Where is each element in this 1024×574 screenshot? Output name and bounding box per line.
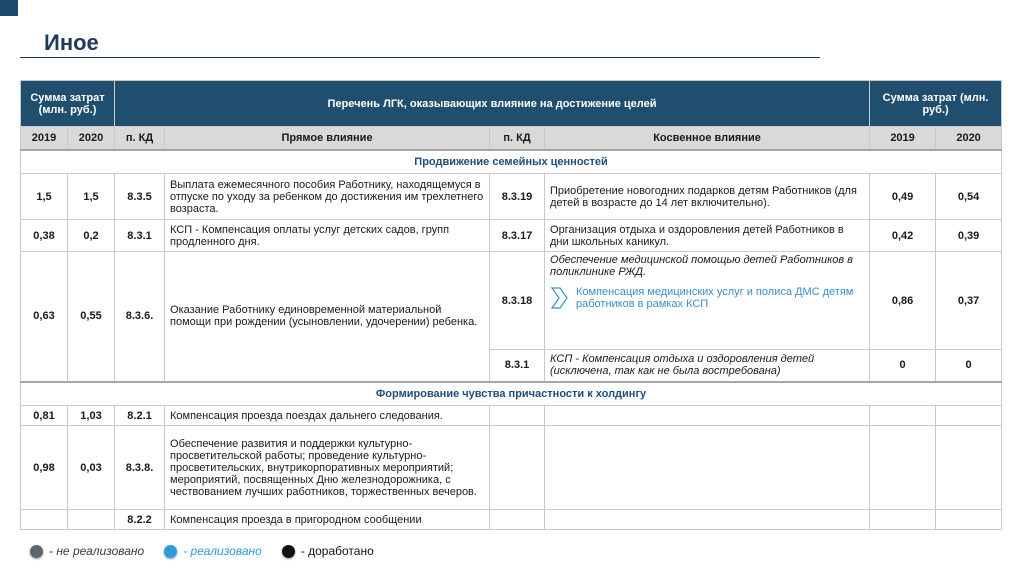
direct-influence: Оказание Работнику единовременной материальной помощи при рождении (усыновлении, удочерении) ребенка. bbox=[165, 252, 490, 382]
kd-code-indirect: 8.3.1 bbox=[490, 350, 545, 382]
col-header-indirect: Косвенное влияние bbox=[545, 127, 870, 150]
cost-2020-left: 1,03 bbox=[68, 406, 115, 426]
cost-2019-right: 0,42 bbox=[870, 220, 936, 252]
chevron-right-icon bbox=[550, 287, 568, 309]
legend-not-done bbox=[30, 544, 144, 558]
cost-2020-right: 0,37 bbox=[936, 252, 1002, 350]
legend-refined-label: - доработано bbox=[300, 544, 374, 558]
col-header-2020-right: 2020 bbox=[936, 127, 1002, 150]
kd-code-indirect: 8.3.19 bbox=[490, 174, 545, 220]
direct-influence: Компенсация проезда поездах дальнего следования. bbox=[165, 406, 490, 426]
header-cost-left: Сумма затрат (млн. руб.) bbox=[21, 81, 115, 127]
blue-dot-icon bbox=[164, 545, 177, 558]
cost-2019-right: 0,86 bbox=[870, 252, 936, 350]
cost-2019-left: 0,63 bbox=[21, 252, 68, 382]
section-title-family: Продвижение семейных ценностей bbox=[21, 150, 1002, 174]
cost-2020-left: 1,5 bbox=[68, 174, 115, 220]
ltk-table bbox=[20, 80, 1002, 530]
cost-2019-left: 0,38 bbox=[21, 220, 68, 252]
kd-code: 8.2.1 bbox=[115, 406, 165, 426]
legend-not-done-label: - не реализовано bbox=[49, 544, 145, 558]
corner-accent bbox=[0, 0, 18, 16]
kd-code-indirect: 8.3.17 bbox=[490, 220, 545, 252]
header-list-title: Перечень ЛГК, оказывающих влияние на достижение целей bbox=[115, 81, 870, 127]
section-title-belonging: Формирование чувства причастности к холдингу bbox=[21, 382, 1002, 406]
col-header-2019-left: 2019 bbox=[21, 127, 68, 150]
legend-done bbox=[164, 544, 262, 558]
empty-cell bbox=[870, 510, 936, 530]
cost-2020-right: 0,39 bbox=[936, 220, 1002, 252]
kd-code: 8.2.2 bbox=[115, 510, 165, 530]
table-row bbox=[21, 426, 1002, 510]
empty-cell bbox=[490, 426, 545, 510]
empty-cell bbox=[545, 406, 870, 426]
empty-cell bbox=[21, 510, 68, 530]
col-header-2020-left: 2020 bbox=[68, 127, 115, 150]
legend-done-label: - реализовано bbox=[183, 544, 262, 558]
ksp-note bbox=[550, 286, 864, 310]
cost-2020-left: 0,2 bbox=[68, 220, 115, 252]
empty-cell bbox=[936, 406, 1002, 426]
indirect-influence: Приобретение новогодних подарков детям Работников (для детей в возрасте до 14 лет включительно). bbox=[545, 174, 870, 220]
col-header-direct: Прямое влияние bbox=[165, 127, 490, 150]
cost-2019-left: 0,81 bbox=[21, 406, 68, 426]
indirect-influence: Обеспечение медицинской помощью детей Работников в поликлинике РЖД. bbox=[550, 254, 853, 278]
kd-code: 8.3.8. bbox=[115, 426, 165, 510]
table-row bbox=[21, 406, 1002, 426]
page-title: Иное bbox=[44, 30, 99, 55]
col-header-kd2: п. КД bbox=[490, 127, 545, 150]
table-row bbox=[21, 510, 1002, 530]
kd-code-indirect: 8.3.18 bbox=[490, 252, 545, 350]
direct-influence: Выплата ежемесячного пособия Работнику, находящемуся в отпуске по уходу за ребенком до достижения им трехлетнего возраста. bbox=[165, 174, 490, 220]
cost-2020-left: 0,03 bbox=[68, 426, 115, 510]
col-header-kd: п. КД bbox=[115, 127, 165, 150]
empty-cell bbox=[68, 510, 115, 530]
indirect-influence: КСП - Компенсация отдыха и оздоровления детей (исключена, так как не была востребована) bbox=[545, 350, 870, 382]
table-row bbox=[21, 220, 1002, 252]
empty-cell bbox=[870, 426, 936, 510]
title-divider bbox=[20, 57, 820, 58]
empty-cell bbox=[936, 510, 1002, 530]
cost-2020-right: 0 bbox=[936, 350, 1002, 382]
kd-code: 8.3.5 bbox=[115, 174, 165, 220]
cost-2020-left: 0,55 bbox=[68, 252, 115, 382]
kd-code: 8.3.6. bbox=[115, 252, 165, 382]
direct-influence: КСП - Компенсация оплаты услуг детских садов, групп продленного дня. bbox=[165, 220, 490, 252]
empty-cell bbox=[490, 510, 545, 530]
indirect-influence: Организация отдыха и оздоровления детей Работников в дни школьных каникул. bbox=[545, 220, 870, 252]
ksp-note-text: Компенсация медицинских услуг и полиса ДМС детям работников в рамках КСП bbox=[576, 286, 854, 310]
cost-2019-right: 0,49 bbox=[870, 174, 936, 220]
empty-cell bbox=[545, 426, 870, 510]
cost-2019-right: 0 bbox=[870, 350, 936, 382]
header-cost-right: Сумма затрат (млн. руб.) bbox=[870, 81, 1002, 127]
table-row bbox=[21, 174, 1002, 220]
empty-cell bbox=[936, 426, 1002, 510]
col-header-2019-right: 2019 bbox=[870, 127, 936, 150]
legend-refined bbox=[282, 544, 374, 558]
indirect-influence-cell bbox=[545, 252, 870, 350]
cost-2020-right: 0,54 bbox=[936, 174, 1002, 220]
empty-cell bbox=[870, 406, 936, 426]
black-dot-icon bbox=[282, 545, 295, 558]
kd-code: 8.3.1 bbox=[115, 220, 165, 252]
direct-influence: Обеспечение развития и поддержки культурно-просветительской работы; проведение культурно-просветительских, внутрикорпоративных мероприятий; мероприятий, посвященных Дню железнодорожника, с чествованием лучших работников, торжественных вечеров. bbox=[165, 426, 490, 510]
empty-cell bbox=[545, 510, 870, 530]
cost-2019-left: 0,98 bbox=[21, 426, 68, 510]
cost-2019-left: 1,5 bbox=[21, 174, 68, 220]
empty-cell bbox=[490, 406, 545, 426]
table-row bbox=[21, 252, 1002, 350]
legend bbox=[30, 544, 394, 558]
grey-dot-icon bbox=[30, 545, 43, 558]
direct-influence: Компенсация проезда в пригородном сообщении bbox=[165, 510, 490, 530]
